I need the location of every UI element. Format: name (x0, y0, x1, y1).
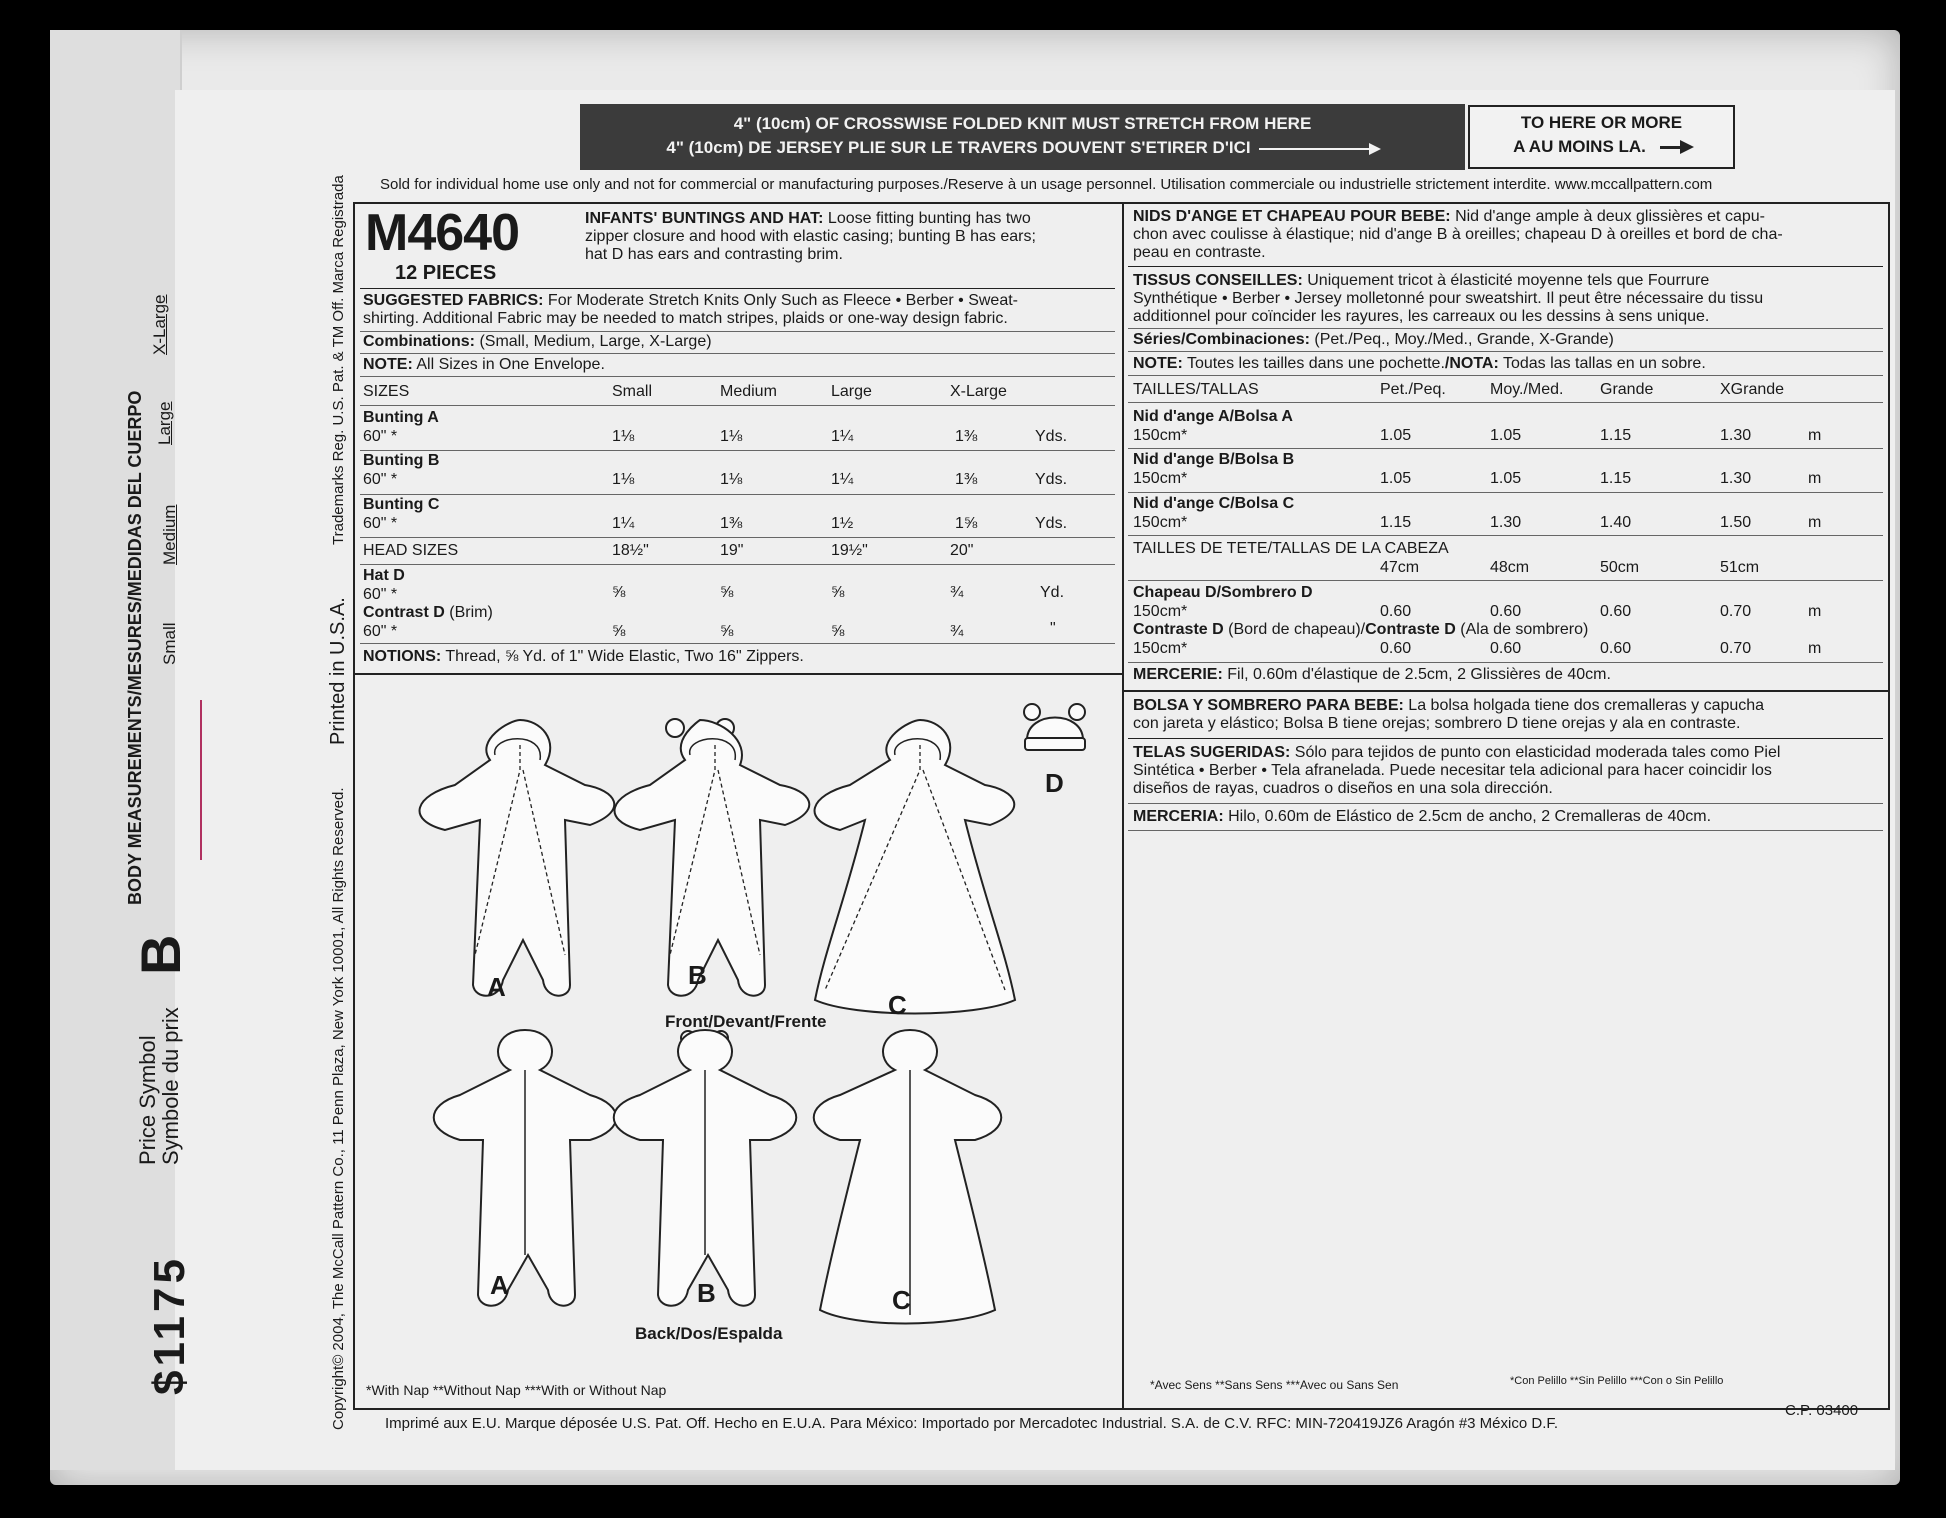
rule (1128, 803, 1883, 804)
front-caption: Front/Devant/Frente (665, 1012, 827, 1031)
view-label-d: D (1045, 768, 1064, 798)
fr-hat-val: 0.70 (1720, 603, 1752, 620)
arrow-icon (1259, 148, 1379, 150)
fr-mercerie (1133, 666, 1611, 684)
en-row-val: 1⅜ (720, 515, 743, 532)
fr-row-val: 1.05 (1380, 427, 1412, 444)
fr-col: XGrande (1720, 381, 1785, 398)
en-col-medium: Medium (720, 383, 777, 400)
fr-fabrics-line2: Synthétique • Berber • Jersey molletonné pour sweatshirt. Il peut être nécessaire du tissu (1133, 290, 1764, 307)
es-fabrics-line1: Sólo para tejidos de punto con elasticidad moderada tales como Piel (1294, 744, 1781, 761)
fr-contrast-label4: (Ala de sombrero) (1460, 621, 1589, 638)
view-label-b: B (688, 960, 707, 990)
fr-row-val: 1.30 (1720, 427, 1752, 444)
en-col-xlarge: X-Large (950, 383, 1007, 400)
sold-notice: Sold for individual home use only and not for commercial or manufacturing purposes./Reserve à un usage personnel. Utilisation commerciale ou industrielle strictement interdite. www.mccallpattern.com (380, 176, 1713, 193)
postal-code: C.P. 03400 (1785, 1402, 1859, 1419)
bunting-c-back (814, 1030, 1002, 1324)
fr-fabrics (1133, 272, 1888, 326)
en-head-val: 19" (720, 542, 744, 559)
fr-title-line1: Nid d'ange ample à deux glissières et capu- (1455, 208, 1765, 225)
bunting-c-front (815, 720, 1015, 1014)
fr-comb-value: (Pet./Peq., Moy./Med., Grande, X-Grande) (1314, 331, 1614, 348)
fr-col: Grande (1600, 381, 1654, 398)
bunting-a-front (420, 720, 615, 996)
en-contrast-label2: (Brim) (449, 604, 493, 621)
size-small: Small (160, 622, 179, 665)
en-row-val: 1⅛ (612, 471, 635, 488)
en-contrast-name (363, 604, 493, 622)
en-contrast-val: ⅝ (720, 623, 734, 640)
hat-d (1024, 704, 1085, 750)
es-nap-legend: *Con Pelillo **Sin Pelillo ***Con o Sin Pelillo (1510, 1375, 1724, 1387)
en-note (363, 356, 605, 374)
es-merceria (1133, 808, 1711, 826)
envelope-flap (50, 30, 182, 1470)
en-fabrics-label: SUGGESTED FABRICS: (363, 292, 544, 309)
rule (360, 405, 1115, 406)
es-description (1133, 697, 1888, 733)
en-head-val: 19½" (831, 542, 868, 559)
rule (360, 353, 1115, 354)
en-row-val: 1⅝ (955, 515, 978, 532)
fr-nota-label: /NOTA: (1444, 355, 1499, 372)
en-hat-val: ⅝ (720, 584, 734, 601)
fr-row-val: 1.05 (1490, 427, 1522, 444)
fr-row-val: 1.15 (1380, 514, 1412, 531)
en-row-unit: Yds. (1035, 471, 1068, 488)
body-measurements-heading: BODY MEASUREMENTS/MESURES/MEDIDAS DEL CUERPO (125, 390, 145, 905)
es-fabrics-line2: Sintética • Berber • Tela afranelada. Puede necesitar tela adicional para hacer coincidir los (1133, 762, 1772, 779)
fr-hat-unit: m (1808, 603, 1822, 620)
column-divider (1122, 202, 1124, 1410)
fr-hat-val: 0.60 (1380, 603, 1412, 620)
to-here-text: TO HERE OR MORE (1520, 113, 1683, 132)
en-row-val: 1⅛ (720, 471, 743, 488)
pattern-number: M4640 (365, 204, 519, 262)
to-here-row (1470, 135, 1733, 159)
en-row-sub: 60" * (363, 428, 398, 445)
stretch-gauge (580, 104, 1465, 170)
fr-fabrics-line1: Uniquement tricot à élasticité moyenne tels que Fourrure (1307, 272, 1710, 289)
bunting-a-back (434, 1030, 617, 1306)
en-note-value: All Sizes in One Envelope. (416, 356, 605, 373)
rule (360, 288, 1115, 289)
en-row-val: 1½ (831, 515, 854, 532)
fr-contrast-label: Contraste D (1133, 621, 1224, 638)
fr-contrast-unit: m (1808, 640, 1822, 657)
en-row-sub: 60" * (363, 515, 398, 532)
en-col-small: Small (612, 383, 653, 400)
printed-in: Printed in U.S.A. (327, 597, 349, 745)
fr-hat-val: 0.60 (1600, 603, 1632, 620)
en-comb-value: (Small, Medium, Large, X-Large) (479, 333, 712, 350)
rule (1128, 662, 1883, 663)
fr-row-unit: m (1808, 470, 1822, 487)
en-head-val: 20" (950, 542, 974, 559)
stretch-text-en: 4" (10cm) OF CROSSWISE FOLDED KNIT MUST STRETCH FROM HERE (733, 114, 1312, 133)
bunting-b-back (614, 1030, 797, 1306)
fr-contrast-name (1133, 621, 1588, 639)
en-contrast-label: Contrast D (363, 604, 445, 621)
es-title: BOLSA Y SOMBRERO PARA BEBE: (1133, 697, 1404, 714)
fr-description (1133, 208, 1883, 262)
rule (1128, 535, 1883, 536)
en-row-val: 1¼ (831, 471, 854, 488)
fr-fabrics-line3: additionnel pour coïncider les rayures, les carreaux ou les dessins à sens unique. (1133, 308, 1710, 325)
back-caption: Back/Dos/Espalda (635, 1324, 783, 1343)
es-fabrics-line3: diseños de rayas, cuadros o diseños en una sola dirección. (1133, 780, 1553, 797)
en-title: INFANTS' BUNTINGS AND HAT: (585, 210, 824, 227)
es-title-line1: La bolsa holgada tiene dos cremalleras y capucha (1408, 697, 1765, 714)
es-fabrics (1133, 744, 1888, 798)
en-section-divider (353, 673, 1123, 675)
fr-hat-val: 0.60 (1490, 603, 1522, 620)
fr-row-val: 1.30 (1490, 514, 1522, 531)
rule (360, 331, 1115, 332)
rule (1128, 375, 1883, 376)
en-row-val: 1¼ (612, 515, 635, 532)
fr-row-unit: m (1808, 427, 1822, 444)
view-label-a: A (487, 972, 506, 1002)
size-large: Large (155, 401, 174, 445)
rule (1128, 580, 1883, 581)
en-row-unit: Yds. (1035, 428, 1068, 445)
nap-legend: *With Nap **Without Nap ***With or Without Nap (366, 1382, 667, 1398)
fr-note (1133, 355, 1706, 373)
rule (360, 643, 1115, 644)
fr-note-value: Toutes les tailles dans une pochette. (1186, 355, 1445, 372)
trademarks: Trademarks Reg. U.S. Pat. & TM Off. Marca Registrada (330, 175, 347, 545)
garment-illustrations (355, 700, 1121, 1400)
en-comb-label: Combinations: (363, 333, 475, 350)
en-contrast-unit: " (1050, 620, 1056, 637)
en-combinations (363, 333, 712, 351)
fr-note-label: NOTE: (1133, 355, 1183, 372)
fr-head-val: 50cm (1600, 559, 1640, 576)
letter-code: B (129, 934, 192, 975)
en-hat-name: Hat D (363, 567, 405, 584)
en-contrast-sub: 60" * (363, 623, 398, 640)
en-row-sub: 60" * (363, 471, 398, 488)
rule (1128, 448, 1883, 449)
to-here-box (1468, 105, 1735, 169)
fr-hat-name: Chapeau D/Sombrero D (1133, 584, 1313, 601)
fr-combinations (1133, 331, 1614, 349)
arrow-icon (1660, 146, 1690, 149)
fr-title-line3: peau en contraste. (1133, 244, 1266, 261)
en-head-sizes: HEAD SIZES (363, 542, 459, 559)
fr-row-val: 1.05 (1490, 470, 1522, 487)
fr-nap-legend: *Avec Sens **Sans Sens ***Avec ou Sans Sen (1150, 1378, 1399, 1392)
en-hat-val: ¾ (950, 584, 964, 601)
fr-row-sub: 150cm* (1133, 514, 1188, 531)
fr-title-line2: chon avec coulisse à élastique; nid d'ange B à oreilles; chapeau D à oreilles et bord de cha- (1133, 226, 1783, 243)
fr-hat-sub: 150cm* (1133, 603, 1188, 620)
en-description (585, 210, 1115, 264)
es-title-line2: con jareta y elástico; Bolsa B tiene orejas; sombrero D tiene orejas y ala en contraste. (1133, 715, 1741, 732)
fr-row-sub: 150cm* (1133, 427, 1188, 444)
en-contrast-val: ⅝ (612, 623, 626, 640)
fr-row-val: 1.15 (1600, 470, 1632, 487)
fr-title: NIDS D'ANGE ET CHAPEAU POUR BEBE: (1133, 208, 1451, 225)
price-symbol-label-fr: Symbole du prix (158, 1007, 183, 1165)
view-label-c: C (888, 990, 907, 1020)
en-row-val: 1⅜ (955, 471, 978, 488)
fr-row-name: Nid d'ange A/Bolsa A (1133, 408, 1293, 425)
fr-nota-value: Todas las tallas en un sobre. (1502, 355, 1706, 372)
en-title-line2: zipper closure and hood with elastic casing; bunting B has ears; (585, 228, 1036, 245)
en-row-unit: Yds. (1035, 515, 1068, 532)
en-fabrics (363, 292, 1123, 328)
en-hat-sub: 60" * (363, 586, 398, 603)
to-here-text-fr: A AU MOINS LA. (1513, 137, 1646, 156)
fr-row-name: Nid d'ange B/Bolsa B (1133, 451, 1295, 468)
rule (1128, 402, 1883, 403)
fr-contrast-label2: (Bord de chapeau)/ (1228, 621, 1366, 638)
rule (360, 564, 1115, 565)
red-mark (200, 700, 202, 860)
en-fabrics-line1: For Moderate Stretch Knits Only Such as Fleece • Berber • Sweat- (547, 292, 1018, 309)
en-row-name: Bunting C (363, 496, 440, 513)
stretch-fr-row (580, 136, 1465, 160)
rule (1128, 830, 1883, 831)
fr-col: Moy./Med. (1490, 381, 1564, 398)
en-title-line1: Loose fitting bunting has two (827, 210, 1031, 227)
en-sizes-header: SIZES (363, 383, 410, 400)
fr-row-unit: m (1808, 514, 1822, 531)
en-contrast-val: ¾ (950, 623, 964, 640)
en-notions-label: NOTIONS: (363, 648, 442, 665)
fr-contrast-val: 0.60 (1490, 640, 1522, 657)
price-symbol-label: Price Symbol (135, 1035, 160, 1165)
en-head-val: 18½" (612, 542, 649, 559)
fr-comb-label: Séries/Combinaciones: (1133, 331, 1310, 348)
fr-row-val: 1.40 (1600, 514, 1632, 531)
rule (1128, 351, 1883, 352)
en-row-val: 1⅛ (720, 428, 743, 445)
rule (360, 537, 1115, 538)
es-merc-value: Hilo, 0.60m de Elástico de 2.5cm de ancho, 2 Cremalleras de 40cm. (1228, 808, 1712, 825)
en-row-val: 1⅛ (612, 428, 635, 445)
fr-merc-label: MERCERIE: (1133, 666, 1223, 683)
es-merc-label: MERCERIA: (1133, 808, 1224, 825)
stretch-text-fr: 4" (10cm) DE JERSEY PLIE SUR LE TRAVERS DOUVENT S'ETIRER D'ICI (666, 138, 1251, 157)
en-fabrics-line2: shirting. Additional Fabric may be needed to match stripes, plaids or one-way design fabric. (363, 310, 1008, 327)
fr-row-val: 1.05 (1380, 470, 1412, 487)
view-label-b-back: B (697, 1278, 716, 1308)
rule (360, 494, 1115, 495)
fr-row-val: 1.30 (1720, 470, 1752, 487)
fr-contrast-val: 0.70 (1720, 640, 1752, 657)
en-row-val: 1⅜ (955, 428, 978, 445)
size-xlarge: X-Large (150, 294, 169, 355)
en-row-name: Bunting B (363, 452, 440, 469)
view-label-a-back: A (490, 1270, 509, 1300)
en-notions (363, 648, 804, 666)
fr-merc-value: Fil, 0.60m d'élastique de 2.5cm, 2 Glissières de 40cm. (1227, 666, 1611, 683)
fr-head-val: 48cm (1490, 559, 1530, 576)
rule (1128, 266, 1883, 267)
fr-sizes-header: TAILLES/TALLAS (1133, 381, 1259, 398)
en-note-label: NOTE: (363, 356, 413, 373)
rule (360, 450, 1115, 451)
rule (360, 376, 1115, 377)
fr-contrast-sub: 150cm* (1133, 640, 1188, 657)
copyright: Copyright© 2004, The McCall Pattern Co., 11 Penn Plaza, New York 10001, All Rights Reserved. (330, 787, 347, 1430)
en-contrast-val: ⅝ (831, 623, 845, 640)
fr-section-divider (1122, 690, 1890, 692)
en-hat-val: ⅝ (831, 584, 845, 601)
fr-head-val: 47cm (1380, 559, 1420, 576)
price-code: $1175 (145, 1255, 194, 1395)
en-hat-val: ⅝ (612, 584, 626, 601)
view-label-c-back: C (892, 1285, 911, 1315)
rule (1128, 328, 1883, 329)
fr-row-sub: 150cm* (1133, 470, 1188, 487)
fr-contrast-label3: Contraste D (1365, 621, 1456, 638)
en-hat-unit: Yd. (1040, 584, 1065, 601)
fr-fabrics-label: TISSUS CONSEILLES: (1133, 272, 1303, 289)
fr-row-val: 1.15 (1600, 427, 1632, 444)
rule (1128, 738, 1883, 739)
fr-col: Pet./Peq. (1380, 381, 1446, 398)
bunting-b-front (615, 719, 810, 996)
en-col-large: Large (831, 383, 872, 400)
fr-row-val: 1.50 (1720, 514, 1752, 531)
import-notice: Imprimé aux E.U. Marque déposée U.S. Pat. Off. Hecho en E.U.A. Para México: Importado por Mercadotec Industrial. S.A. de C.V. RFC: MIN-720419JZ6 Aragón #3 México D.F. (385, 1415, 1559, 1432)
es-fabrics-label: TELAS SUGERIDAS: (1133, 744, 1291, 761)
fr-row-name: Nid d'ange C/Bolsa C (1133, 495, 1295, 512)
en-row-val: 1¼ (831, 428, 854, 445)
fr-head-val: 51cm (1720, 559, 1760, 576)
en-notions-value: Thread, ⅝ Yd. of 1" Wide Elastic, Two 16" Zippers. (445, 648, 804, 665)
pieces-count: 12 PIECES (395, 262, 497, 284)
en-row-name: Bunting A (363, 409, 439, 426)
rule (1128, 492, 1883, 493)
en-title-line3: hat D has ears and contrasting brim. (585, 246, 843, 263)
fr-contrast-val: 0.60 (1380, 640, 1412, 657)
size-medium: Medium (160, 504, 179, 565)
fr-head-sizes: TAILLES DE TETE/TALLAS DE LA CABEZA (1133, 540, 1449, 557)
fr-contrast-val: 0.60 (1600, 640, 1632, 657)
